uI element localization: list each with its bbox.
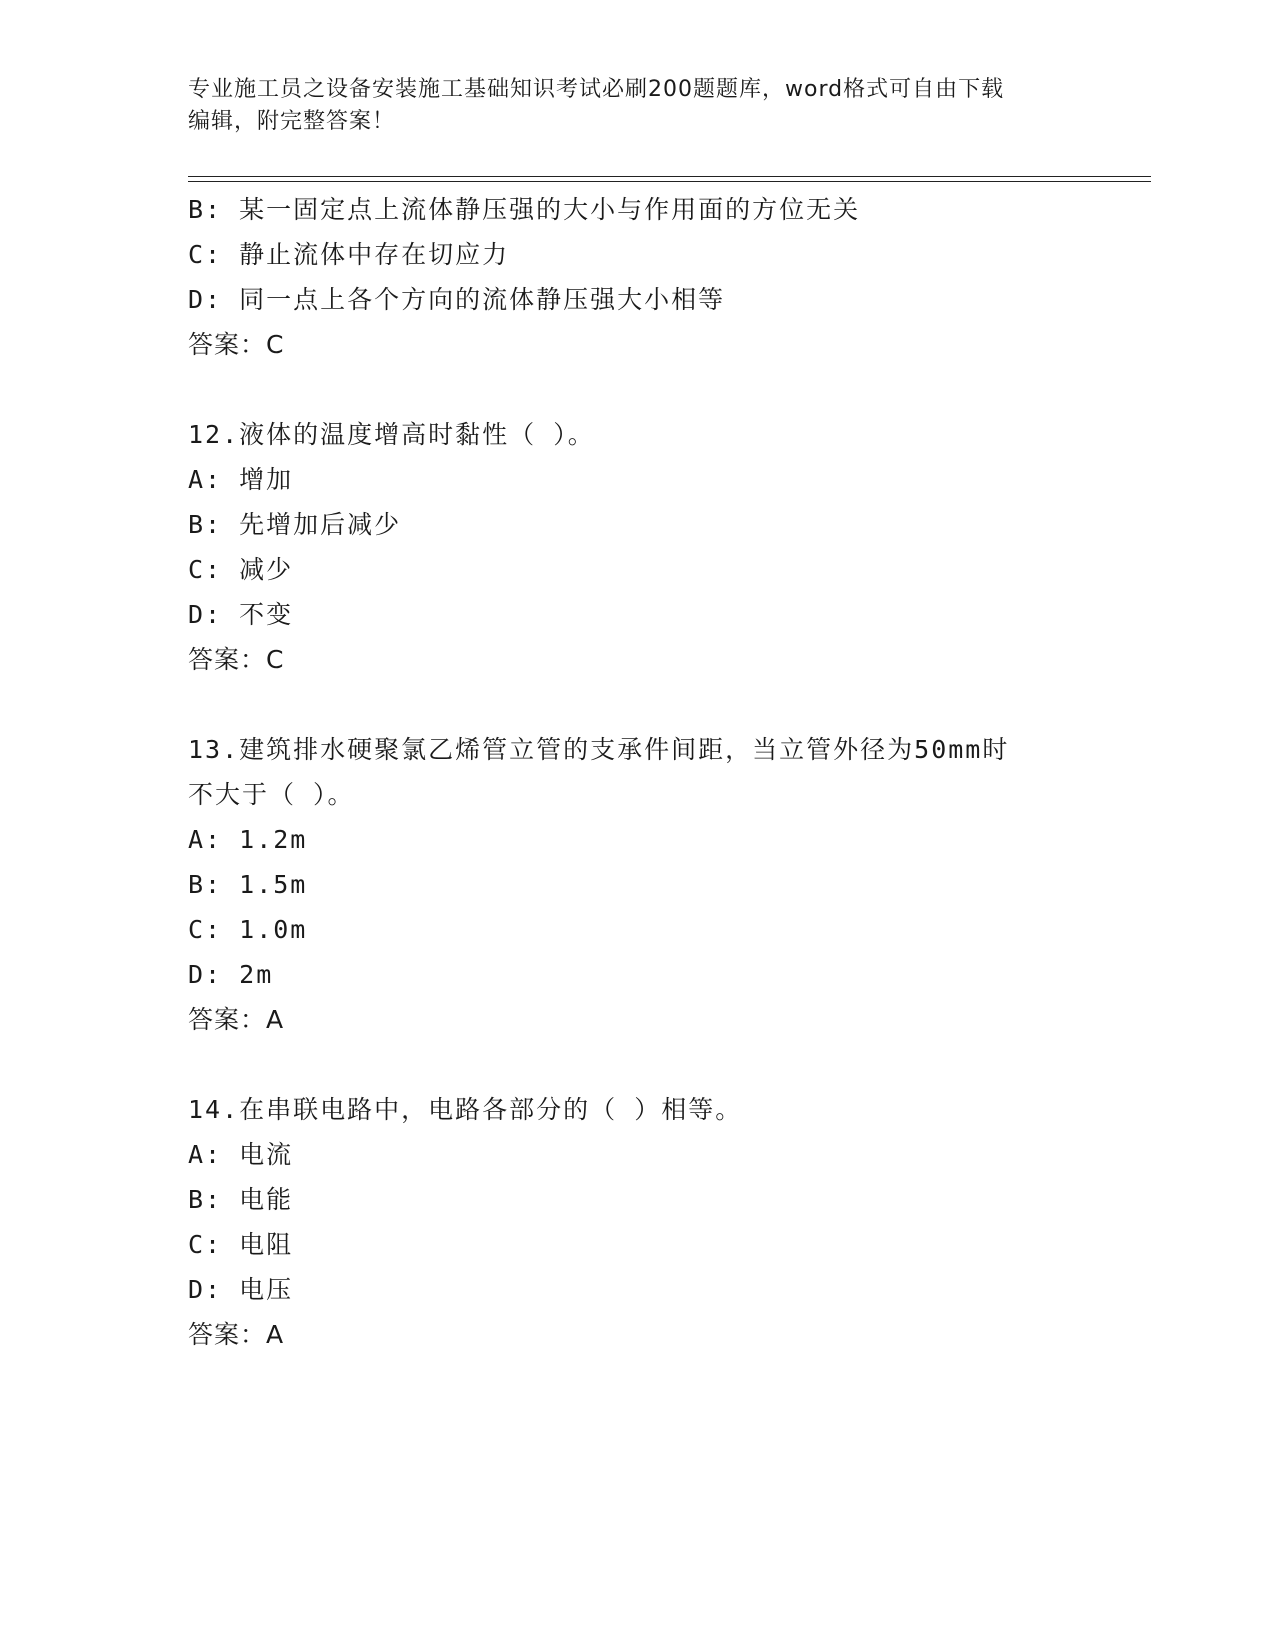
q12-option-a: A: 增加: [188, 465, 294, 494]
q13-option-d: D: 2m: [188, 960, 274, 989]
q11-option-b: B: 某一固定点上流体静压强的大小与作用面的方位无关: [188, 195, 861, 224]
q13-option-a: A: 1.2m: [188, 825, 308, 854]
header-divider-top: [188, 176, 1151, 177]
q11-answer: 答案：C: [188, 330, 285, 359]
header-divider-bottom: [188, 181, 1151, 182]
q11-option-d: D: 同一点上各个方向的流体静压强大小相等: [188, 285, 726, 314]
q13-stem-line-1: 13.建筑排水硬聚氯乙烯管立管的支承件间距，当立管外径为50mm时: [188, 735, 1010, 764]
q13-answer: 答案：A: [188, 1005, 285, 1034]
q14-answer: 答案：A: [188, 1320, 285, 1349]
document-header: [188, 74, 1068, 138]
q12-option-d: D: 不变: [188, 600, 294, 629]
header-title-line-2: 编辑，附完整答案！: [188, 109, 396, 134]
q13-option-c: C: 1.0m: [188, 915, 308, 944]
q14-option-c: C: 电阻: [188, 1230, 294, 1259]
header-title-line-1: 专业施工员之设备安装施工基础知识考试必刷200题题库，word格式可自由下载: [188, 77, 1005, 102]
q13-option-b: B: 1.5m: [188, 870, 308, 899]
q14-option-a: A: 电流: [188, 1140, 294, 1169]
q12-option-b: B: 先增加后减少: [188, 510, 402, 539]
q12-stem: 12.液体的温度增高时黏性（ ）。: [188, 420, 595, 449]
q11-option-c: C: 静止流体中存在切应力: [188, 240, 510, 269]
q12-answer: 答案：C: [188, 645, 285, 674]
q14-stem: 14.在串联电路中，电路各部分的（ ）相等。: [188, 1095, 743, 1124]
q13-stem-line-2: 不大于（ ）。: [188, 780, 355, 809]
q12-option-c: C: 减少: [188, 555, 294, 584]
q14-option-b: B: 电能: [188, 1185, 294, 1214]
q14-option-d: D: 电压: [188, 1275, 294, 1304]
